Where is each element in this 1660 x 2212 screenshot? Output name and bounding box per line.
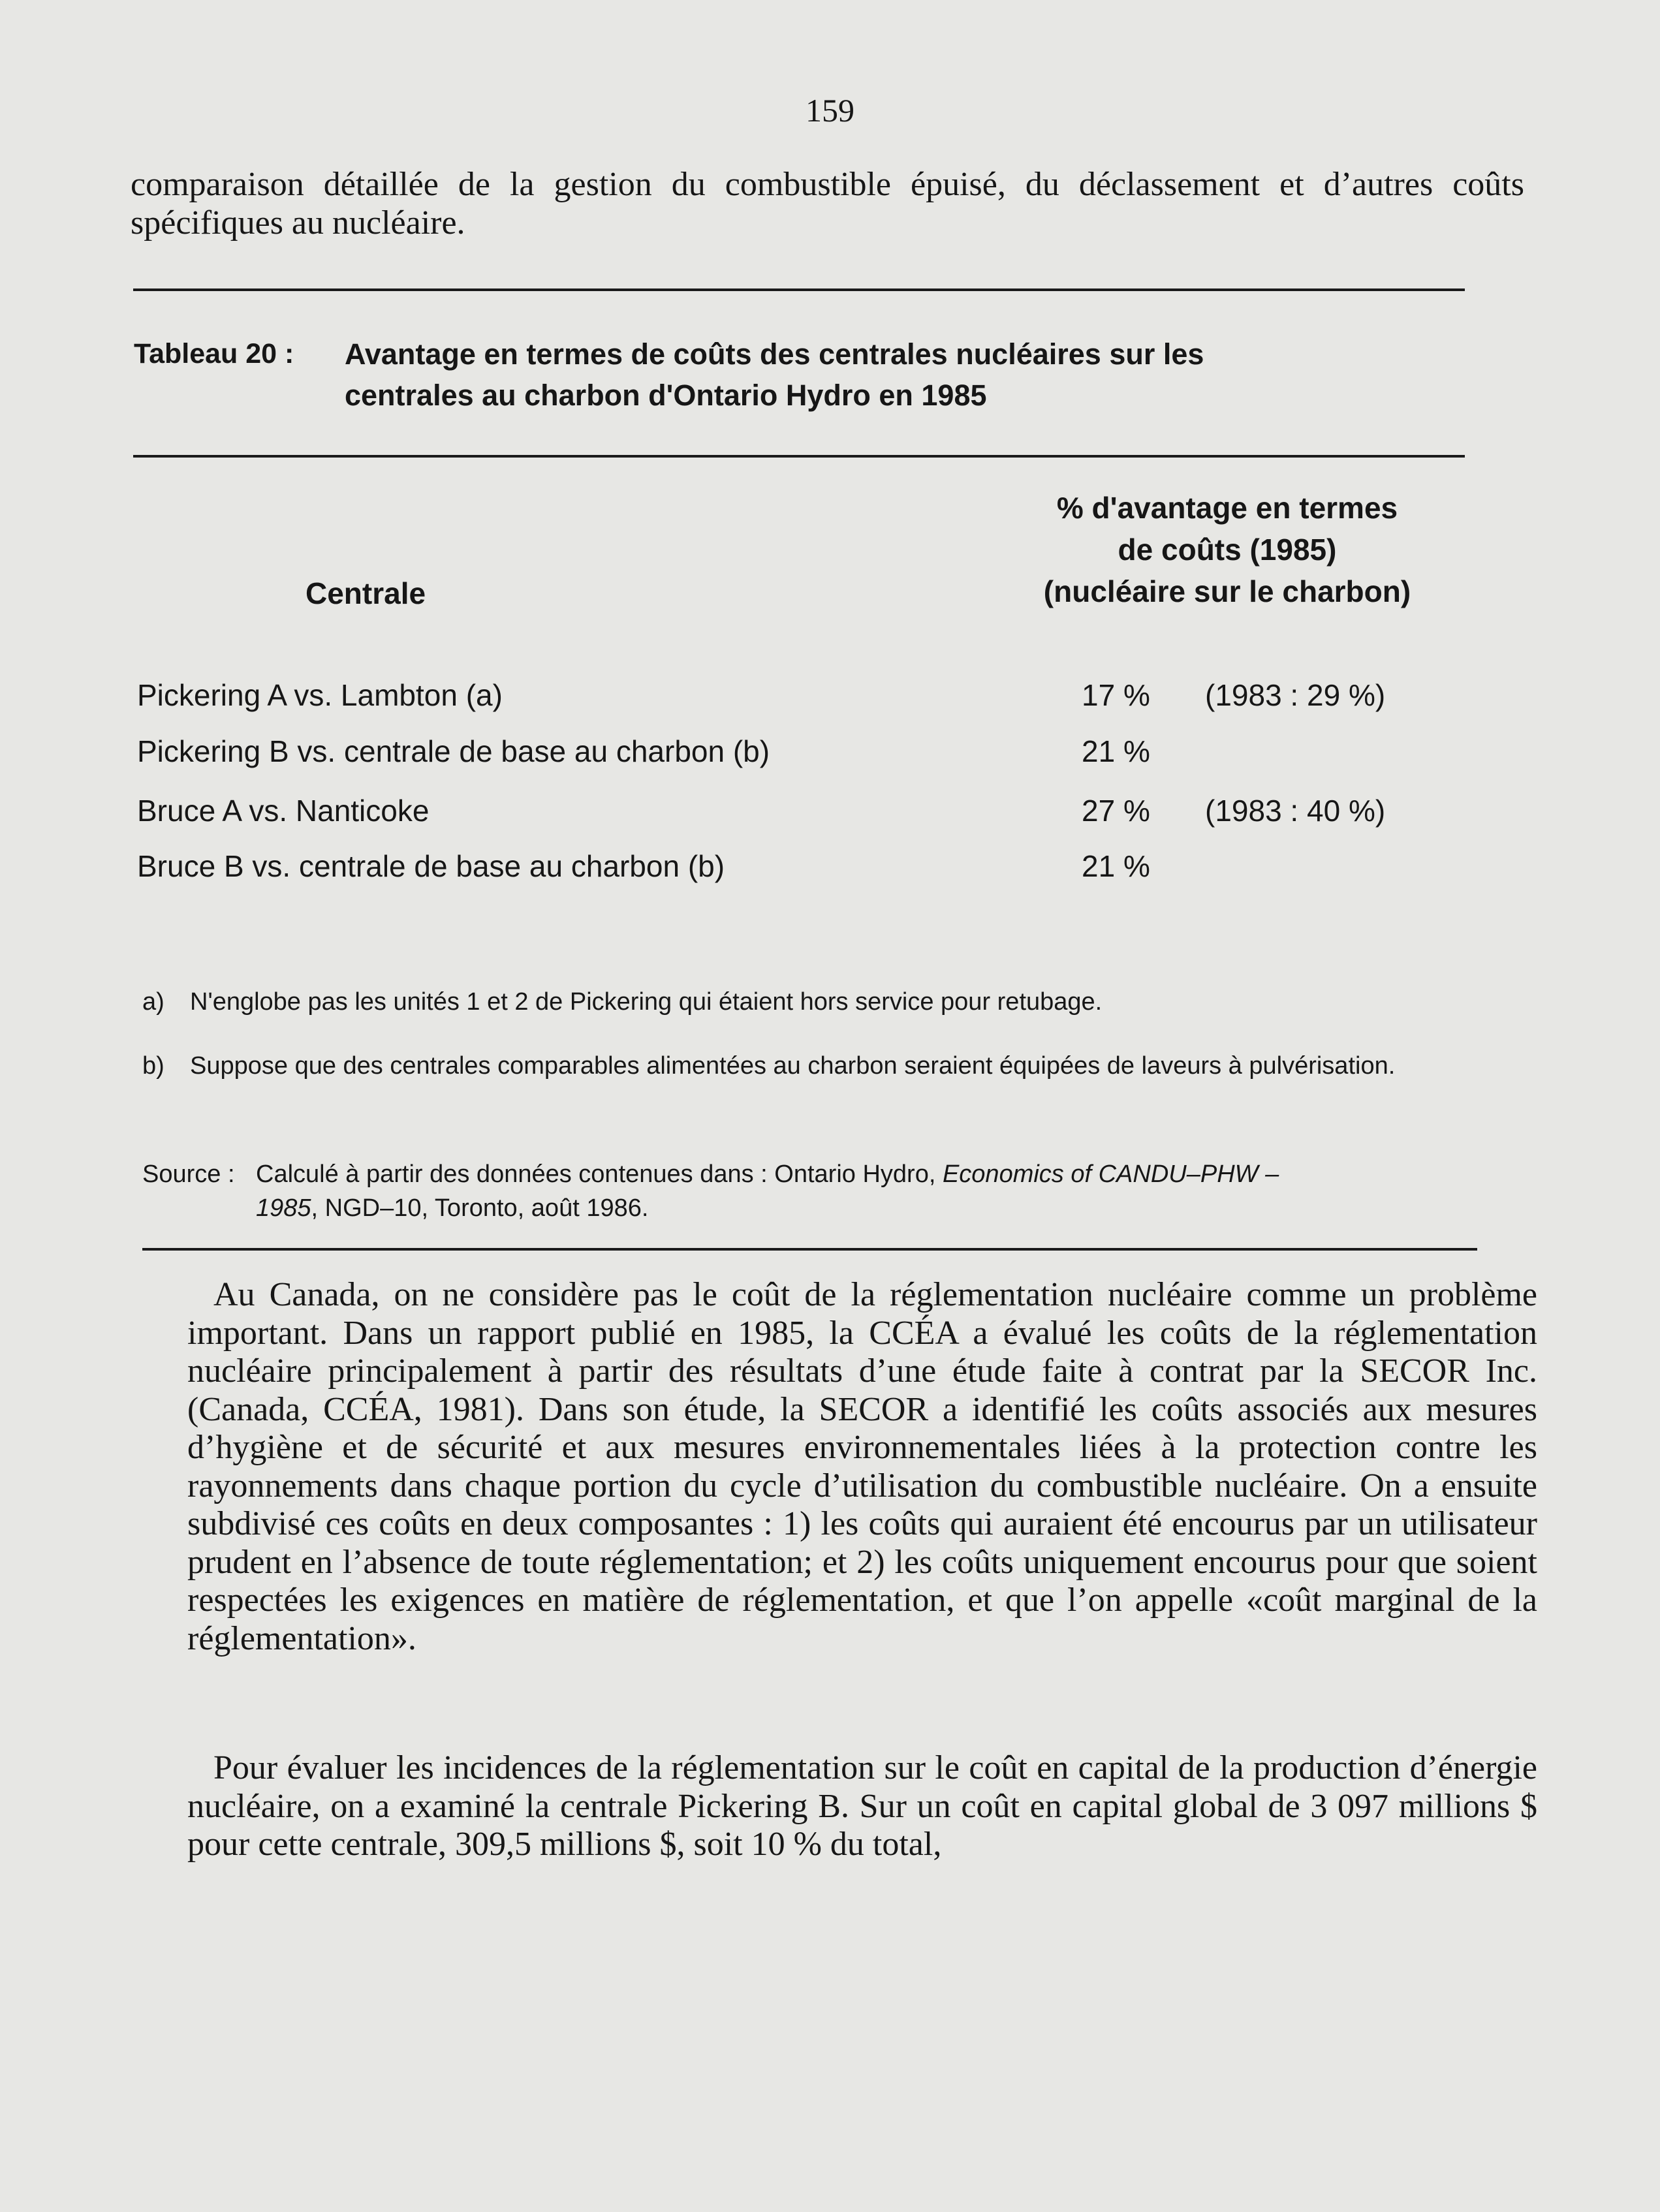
cell-centrale: Pickering A vs. Lambton (a) <box>137 678 503 712</box>
column-header-advantage-line1: % d'avantage en termes <box>1056 491 1398 525</box>
table-row <box>137 734 1443 773</box>
page-number: 159 <box>806 92 854 129</box>
cell-1983: (1983 : 29 %) <box>1205 678 1386 712</box>
cell-1983: (1983 : 40 %) <box>1205 794 1386 828</box>
table-row <box>137 678 1443 717</box>
cell-centrale: Pickering B vs. centrale de base au charbon (b) <box>137 734 770 768</box>
cell-centrale: Bruce B vs. centrale de base au charbon (b) <box>137 849 725 883</box>
source-text-part1: Calculé à partir des données contenues dans : Ontario Hydro, <box>256 1161 936 1188</box>
column-header-centrale: Centrale <box>305 576 426 610</box>
note-label: a) <box>142 988 164 1016</box>
table-title-label: Tableau 20 : <box>134 338 294 369</box>
column-header-advantage-line3: (nucléaire sur le charbon) <box>1043 574 1411 608</box>
table-title: Avantage en termes de coûts des centrales nucléaires sur les centrales au charbon d'Ontario Hydro en 1985 <box>345 337 1204 412</box>
cell-avantage: 17 % <box>1082 678 1150 712</box>
rule-top <box>133 288 1465 291</box>
rule-bottom <box>142 1248 1477 1251</box>
source-label: Source : <box>142 1161 235 1188</box>
source-text-part2: , NGD–10, Toronto, août 1986. <box>311 1194 649 1222</box>
source-text <box>256 1157 1470 1225</box>
column-header-advantage <box>1018 487 1436 612</box>
cell-avantage: 21 % <box>1082 734 1150 768</box>
source-title-part1: Economics of CANDU–PHW – <box>942 1161 1279 1188</box>
cell-avantage: 21 % <box>1082 849 1150 883</box>
body-paragraph-1: Au Canada, on ne considère pas le coût de la réglementation nucléaire comme un problème important. Dans un rapport publié en 1985, la CCÉA a évalué les coûts de la réglementation nucléaire principalement à partir des résultats d’une étude faite à contrat par la SECOR Inc. (Canada, CCÉA, 1981). Dans son étude, la SECOR a identifié les coûts associés aux mesures d’hygiène et de sécurité et aux mesures environnementales liées à la protection contre les rayonnements dans chaque portion du cycle d’utilisation du combustible nucléaire. On a ensuite subdivisé ces coûts en deux composantes : 1) les coûts qui auraient été encourus par un utilisateur prudent en l’absence de toute réglementation; et 2) les coûts uniquement encourus pour que soient respectées les exigences en matière de réglementation, et que l’on appelle «coût marginal de la réglementation». <box>187 1276 1537 1657</box>
cell-centrale: Bruce A vs. Nanticoke <box>137 794 430 828</box>
column-header-advantage-line2: de coûts (1985) <box>1118 533 1337 567</box>
body-paragraph-2: Pour évaluer les incidences de la réglementation sur le coût en capital de la production d’énergie nucléaire, on a examiné la centrale Pickering B. Sur un coût en capital global de 3 097 millions $ pour cette centrale, 309,5 millions $, soit 10 % du total, <box>187 1749 1537 1863</box>
rule-under-title <box>133 455 1465 458</box>
note-text: N'englobe pas les unités 1 et 2 de Pickering qui étaient hors service pour retubage. <box>190 988 1103 1016</box>
table-row <box>137 793 1443 832</box>
note-label: b) <box>142 1052 164 1080</box>
note-text: Suppose que des centrales comparables alimentées au charbon seraient équipées de laveurs à pulvérisation. <box>190 1052 1396 1080</box>
cell-avantage: 27 % <box>1082 794 1150 828</box>
table-row <box>137 849 1443 888</box>
source-title-part2: 1985 <box>256 1194 311 1222</box>
intro-paragraph: comparaison détaillée de la gestion du combustible épuisé, du déclassement et d’autres coûts spécifiques au nucléaire. <box>131 166 1524 241</box>
